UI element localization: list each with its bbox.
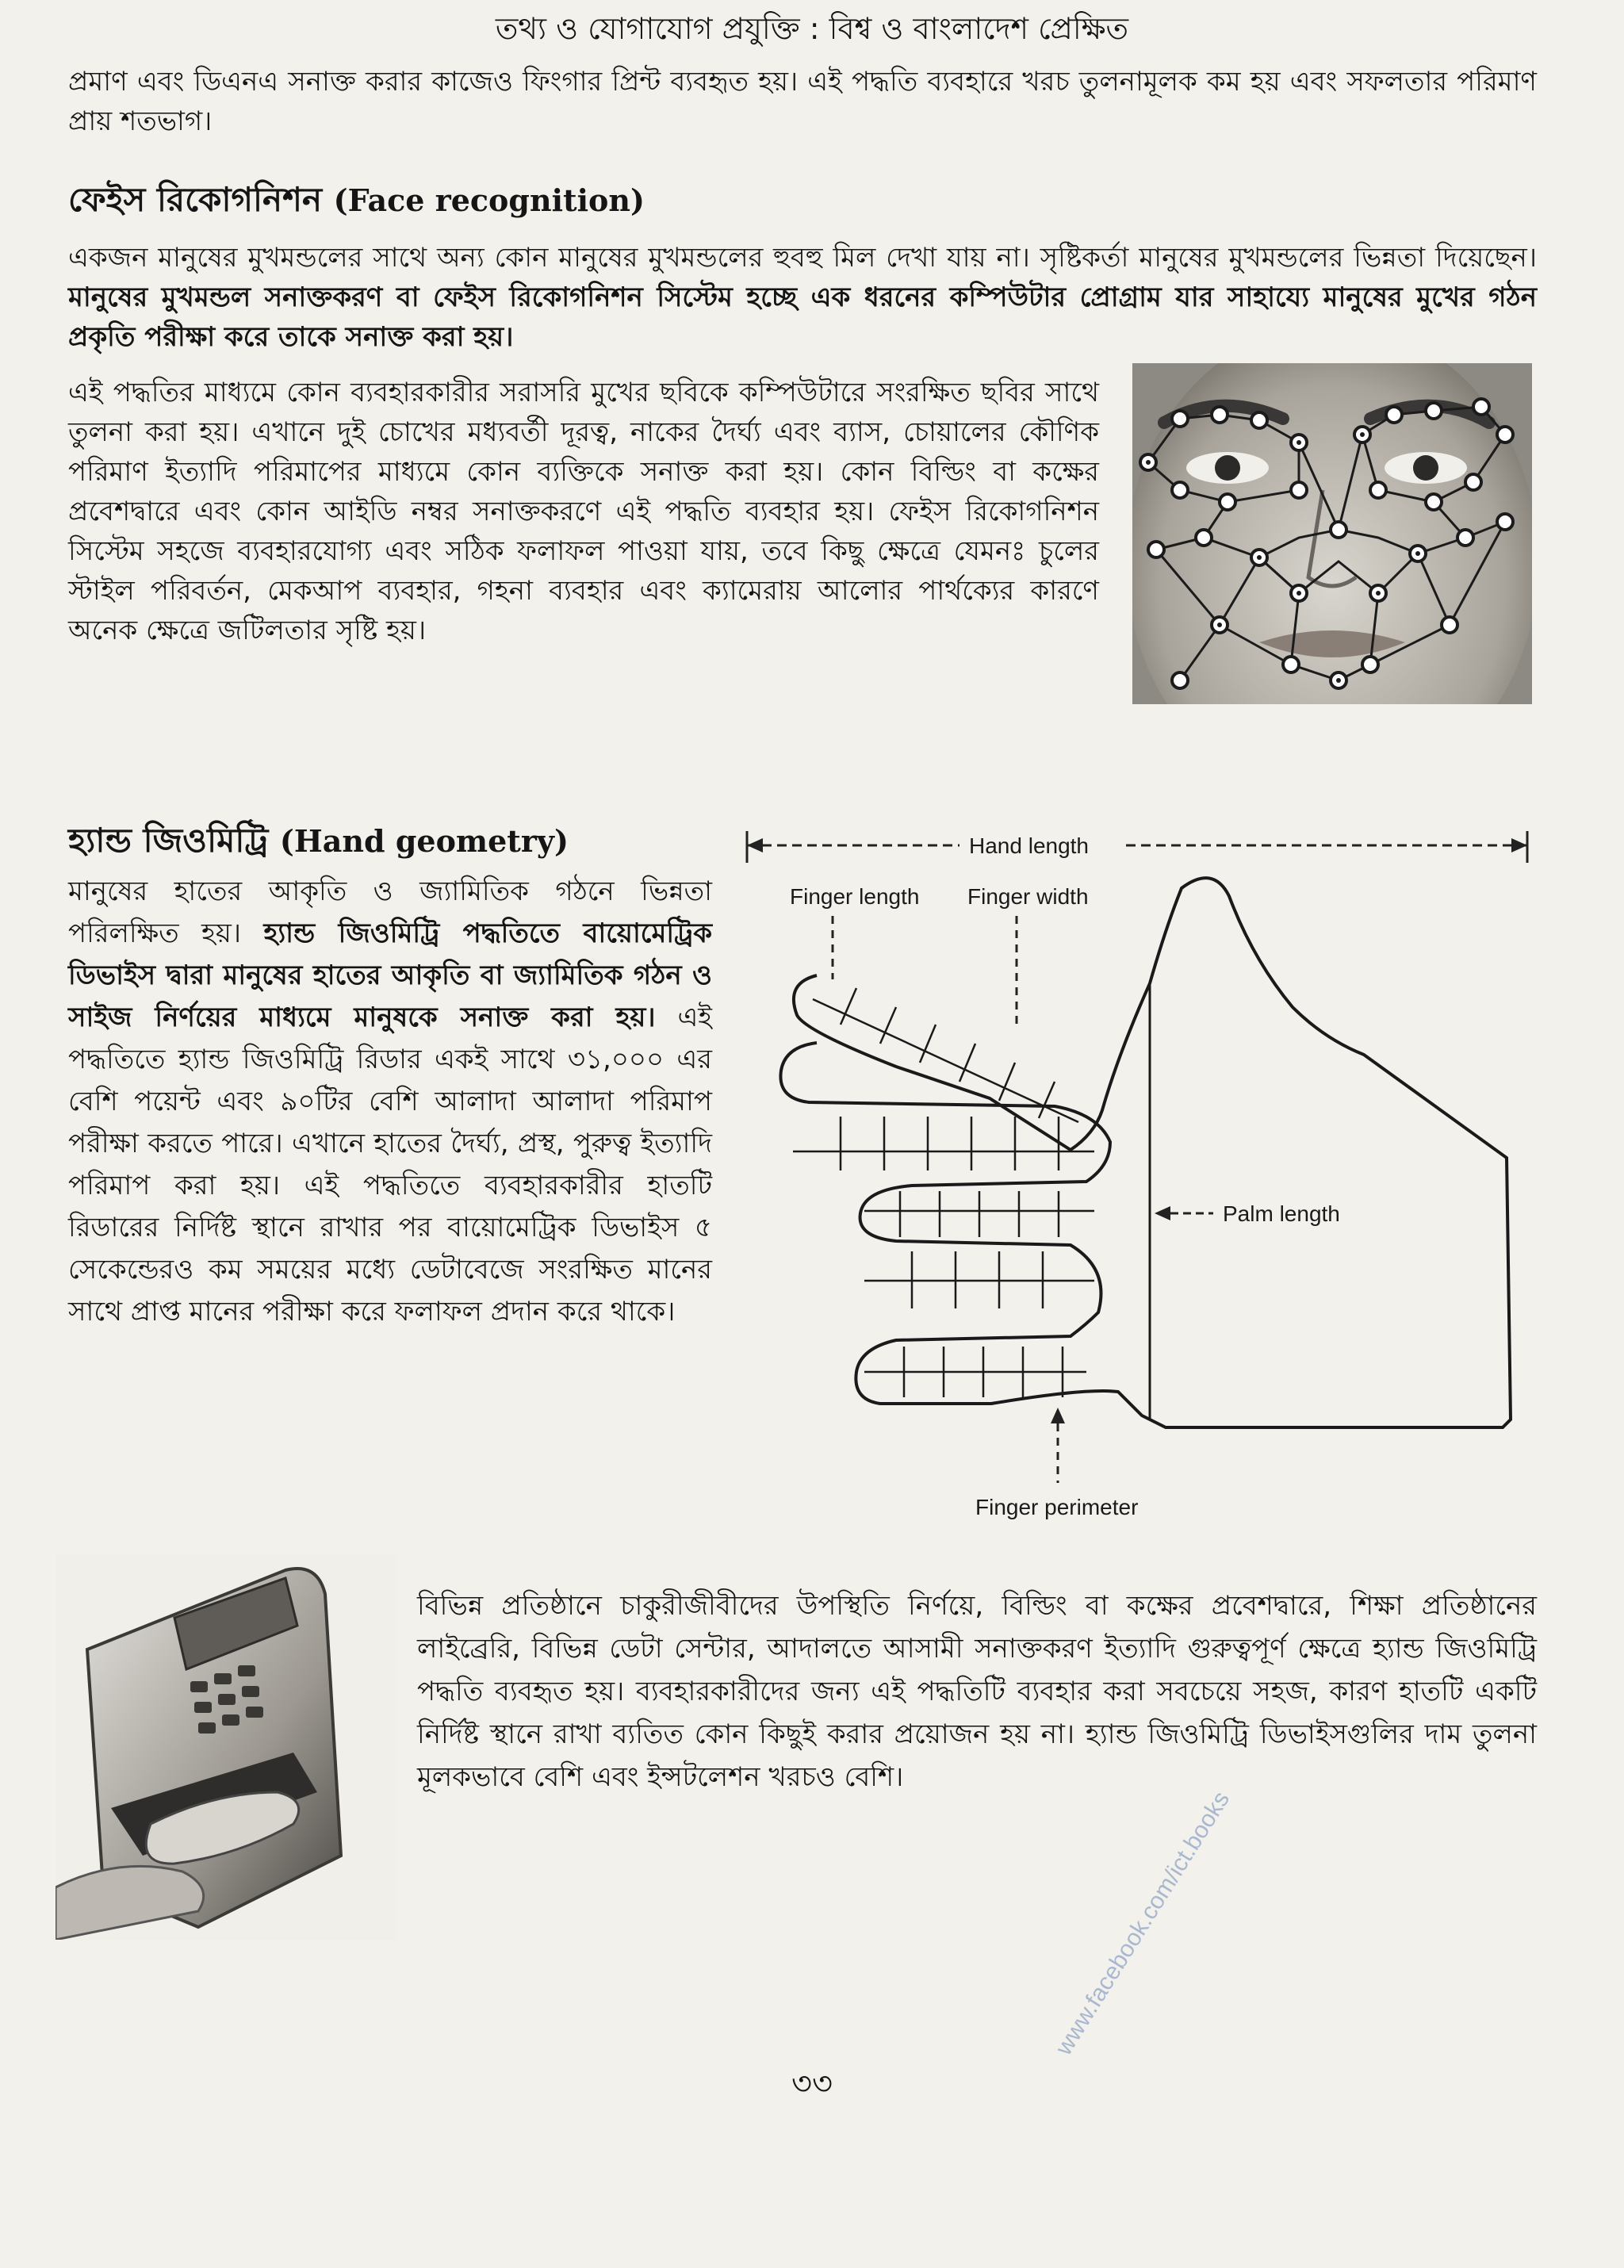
heading-en: (Face recognition): [333, 182, 645, 218]
hand-length-label: Hand length: [969, 833, 1090, 858]
face-recognition-heading: [68, 176, 940, 224]
face-p1-bold: মানুষের মুখমন্ডল সনাক্তকরণ বা ফেইস রিকোগনিশন সিস্টেম হচ্ছে এক ধরনের কম্পিউটার প্রোগ্রাম যার সাহায্যে মানুষের মুখের গঠন প্রকৃতি পরীক্ষা করে তাকে সনাক্ত করা হয়।: [68, 282, 1537, 353]
face-paragraph-1: [68, 238, 1537, 357]
hand-p1-rest: এই পদ্ধতিতে হ্যান্ড জিওমিট্রি রিডার একই সাথে ৩১,০০০ এর বেশি পয়েন্ট এবং ৯০টির বেশি আলাদা আলাদা পরিমাপ পরীক্ষা করতে পারে। এখানে হাতের দৈর্ঘ্য, প্রস্থ, পুরুত্ব ইত্যাদি পরিমাপ করা হয়। এই পদ্ধতিতে ব্যবহারকারীর হাতটি রিডারের নির্দিষ্ট স্থানে রাখার পর বায়োমেট্রিক ডিভাইস ৫ সেকেন্ডেরও কম সময়ের মধ্যে ডেটাবেজে সংরক্ষিত মানের সাথে প্রাপ্ত মানের পরীক্ষা করে ফলাফল প্রদান করে থাকে।: [68, 1002, 712, 1327]
watermark: www.facebook.com/ict.books: [1051, 1787, 1235, 2060]
page-number: ৩৩: [791, 2066, 833, 2102]
face-paragraph-2: এই পদ্ধতির মাধ্যমে কোন ব্যবহারকারীর সরাসরি মুখের ছবিকে কম্পিউটারে সংরক্ষিত ছবির সাথে তুলনা করা হয়। এখানে দুই চোখের মধ্যবর্তী দূরত্ব, নাকের দৈর্ঘ্য এবং ব্যাস, চোয়ালের কৌণিক পরিমাণ ইত্যাদি পরিমাপের মাধ্যমে কোন ব্যক্তিকে সনাক্ত করা হয়। কোন বিল্ডিং বা কক্ষের প্রবেশদ্বারে এবং কোন আইডি নম্বর সনাক্তকরণে এই পদ্ধতি ব্যবহার হয়। ফেইস রিকোগনিশন সিস্টেম সহজে ব্যবহারযোগ্য এবং সঠিক ফলাফল পাওয়া যায়, তবে কিছু ক্ষেত্রে যেমনঃ চুলের স্টাইল পরিবর্তন, মেকআপ ব্যবহার, গহনা ব্যবহার এবং ক্যামেরায় আলোর পার্থক্যের কারণে অনেক ক্ষেত্রে জটিলতার সৃষ্টি হয়।: [68, 377, 1099, 646]
hand-paragraph-2: বিভিন্ন প্রতিষ্ঠানে চাকুরীজীবীদের উপস্থিতি নির্ণয়ে, বিল্ডিং বা কক্ষের প্রবেশদ্বারে, শিক্ষা প্রতিষ্ঠানের লাইব্রেরি, বিভিন্ন ডেটা সেন্টার, আদালতে আসামী সনাক্তকরণ ইত্যাদি গুরুত্বপূর্ণ ক্ষেত্রে হ্যান্ড জিওমিট্রি পদ্ধতি ব্যবহৃত হয়। ব্যবহারকারীদের জন্য এই পদ্ধতিটি ব্যবহার করা সবচেয়ে সহজ, কারণ হাতটি একটি নির্দিষ্ট স্থানে রাখা ব্যতিত কোন কিছুই করার প্রয়োজন হয় না। হ্যান্ড জিওমিট্রি ডিভাইসগুলির দাম তুলনা মূলকভাবে বেশি এবং ইন্সটলেশন খরচও বেশি।: [417, 1590, 1537, 1793]
finger-width-label: Finger width: [967, 884, 1089, 909]
hand-p1-bold: হ্যান্ড জিওমিট্রি পদ্ধতিতে বায়োমেট্রিক ডিভাইস দ্বারা মানুষের হাতের আকৃতি বা জ্যামিতিক গঠন ও সাইজ নির্ণয়ের মাধ্যমে মানুষকে সনাক্ত করা হয়।: [68, 918, 713, 1033]
heading-bn: ফেইস রিকোগনিশন: [68, 180, 323, 219]
intro-paragraph: প্রমাণ এবং ডিএনএ সনাক্ত করার কাজেও ফিংগার প্রিন্ট ব্যবহৃত হয়। এই পদ্ধতি ব্যবহারে খরচ তুলনামূলক কম হয় এবং সফলতার পরিমাণ প্রায় শতভাগ।: [68, 66, 1537, 137]
hand-geometry-diagram: [737, 817, 1538, 1546]
palm-length-label: Palm length: [1223, 1201, 1340, 1226]
heading-en: (Hand geometry): [279, 823, 569, 859]
heading-bn: হ্যান্ড জিওমিট্রি: [68, 821, 269, 860]
hand-geometry-device-image: [56, 1554, 396, 1940]
hand-paragraph-1: [68, 871, 712, 1333]
hand-p1-text: মানুষের হাতের আকৃতি ও জ্যামিতিক গঠনে ভিন্নতা পরিলক্ষিত হয়।: [68, 875, 712, 949]
running-header: তথ্য ও যোগাযোগ প্রযুক্তি : বিশ্ব ও বাংলাদেশ প্রেক্ষিত: [495, 11, 1129, 46]
face-p1-text: একজন মানুষের মুখমন্ডলের সাথে অন্য কোন মানুষের মুখমন্ডলের হুবহু মিল দেখা যায় না। সৃষ্টিকর্তা মানুষের মুখমন্ডলের ভিন্নতা দিয়েছেন।: [68, 242, 1537, 274]
face-recognition-image: [1132, 363, 1532, 704]
finger-length-label: Finger length: [790, 884, 920, 909]
finger-perimeter-label: Finger perimeter: [975, 1495, 1139, 1519]
hand-geometry-heading: [68, 817, 718, 865]
